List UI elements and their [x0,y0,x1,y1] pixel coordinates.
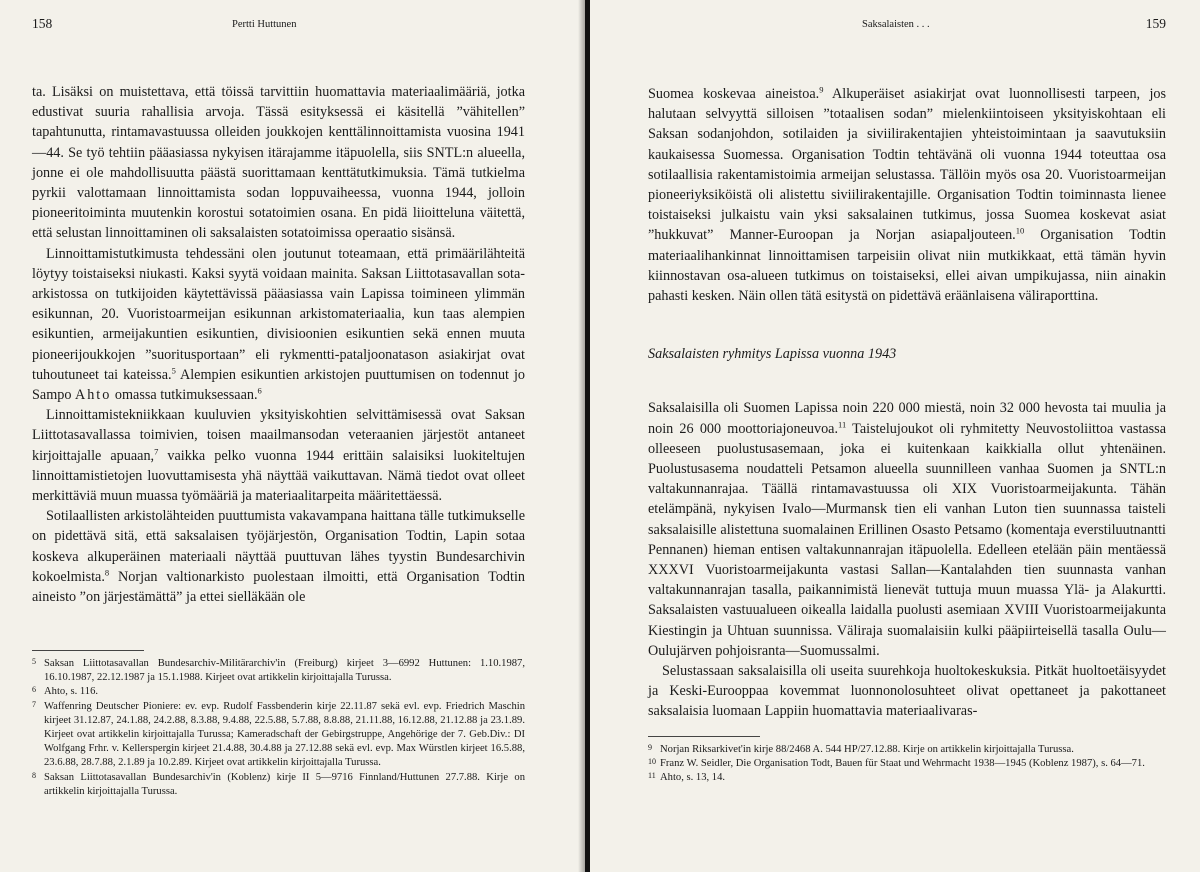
footnote [648,743,1166,757]
footnote-mark: 5 [32,657,36,666]
paragraph-text: Alempien esikuntien arkistojen puuttumisen on todennut jo Sampo [32,366,526,404]
footnote-mark: 8 [32,770,36,780]
right-page [590,0,1200,872]
footnote-ref: 6 [257,385,262,396]
footnote-text: Saksan Liittotasavallan Bundesarchiv'in (Koblenz) kirje II 5—9716 Finnland/Huttunen 27.7.88. Kirje on artikkelin kirjoittajalla Turussa. [44,771,525,797]
footnote-text: Ahto, s. 13, 14. [660,772,726,784]
footnotes-left [32,650,525,799]
running-header-left [32,14,525,42]
footnote [32,700,525,771]
running-head: Saksalaisten . . . [862,19,930,30]
paragraph-text: Alkuperäiset asiakirjat ovat luonnollisesti tarpeen, jos halutaan selvyyttä silloisen ”totaalisen sodan” mielenkiintoiseen yksityiskohtaan eli Saksan sodanjohdon, sotilaiden ja siviilirakentajien yhteistoimintaan ja saavutuksiin kaukaisessa Suomessa. Organisation Todtin tehtävänä oli vuonna 1944 toteuttaa osa sotilaallisia rakentamistoimia armeijan selustassa. Tällöin myös osa 20. Vuoristoarmeijan pioneeriyksiköistä oli alistettu siviilirakentajille. Organisation Todtin toiminnasta lienee toistaiseksi julkaistu vain yksi saksalainen tutkimus, jossa Suomea koskevat asiat ”hukkuvat” Manner-Euroopan ja Norjan asiapaljouteen. [648,86,1167,244]
page-number: 159 [1145,16,1166,31]
footnote [32,657,525,685]
footnote-text: Norjan Riksarkivet'in kirje 88/2468 A. 544 HP/27.12.88. Kirje on artikkelin kirjoittajalla Turussa. [660,744,1074,755]
paragraph-text: Organisation Todtin materiaalihankinnat linnoittamisen tarpeisiin olivat niin mutkikkaat, että tämän hyvin kiinnostavan osa-alueen tutkimus on toistaiseksi, ellei aivan umpikujassa, niin ainakin pahasti kesken. Näin ollen tätä esitystä on pidettävä eräänlaisena väliraporttina. [648,227,1166,305]
paragraph-text: Saksalaisilla oli Suomen Lapissa noin 220 000 miestä, noin 32 000 hevosta tai muulia ja noin 26 000 moottoriajoneuvoa. [648,400,1166,437]
body-text-left [32,82,525,607]
body-text-right [648,84,1166,722]
paragraph: ta. Lisäksi on muistettava, että töissä tarvittiin huomattavia materiaalimääriä, jotka edustivat suuria rahallisia arvoja. Tässä esityksessä ei käsitellä ”vähitellen” tapahtunutta, rintamavastuussa olleiden joukkojen kenttälinnoittamista vuosina 1941—44. Se työ tehtiin pääasiassa nykyisen itärajamme itäpuolella, siis SNTL:n alueella, jonne ei ole mahdollisuutta päästä suorittamaan kenttätutkimuksia. Tämä tutkielma pyrkii valottamaan linnoittamista sodan loppuvaiheessa, vuonna 1944, jolloin pioneeritoiminta muutenkin korostui sotatoimien osana. En pidä liioitteluna väitettä, että selustan linnoittaminen oli saksalaisten sotatoimissa operaatio sisänsä. [32,84,525,242]
footnote-ref: 7 [154,445,159,456]
running-header-right [648,14,1166,42]
footnote [32,771,525,799]
paragraph [648,398,1166,661]
paragraph-text: Sotilaallisten arkistolähteiden puuttumista vakavampana haittana tälle tutkimukselle on pidettävä sitä, että saksalaisen työjärjestön, Organisation Todtin, Lapin sotaa koskeva alkuperäinen materiaali näyttää puuttuvan lähes tyystin Bundesarchivin kokoelmista. [32,508,525,585]
paragraph [648,84,1166,306]
footnote-mark: 11 [648,771,656,781]
footnote-list [32,657,525,799]
paragraph-text: Norjan valtionarkisto puolestaan ilmoitti, että Organisation Todtin aineisto ”on järjestämättä” ja ettei sielläkään ole [32,568,525,606]
footnote [648,757,1166,771]
left-page [0,0,585,872]
footnote [32,685,525,699]
paragraph-text: Taistelujoukot oli ryhmitetty Neuvostoliittoa vastassa olleeseen puolustusasemaan, joka ei kuitenkaan kaikkialla ollut yhtenäinen. Puolustusasema noudatteli Petsamon alueella suunnilleen vanhaa Suomen ja SNTL:n valtakunnanrajaa. Täällä rintamavastuussa oli XIX Vuoristoarmeijakunta. Tähän etelämpänä, nykyisen Ivalo—Murmansk tien eli vanhan Luton tien suunnassa taisteli saksalaisille alistettuna suomalainen Erillinen Osasto Petsamo (komentaja everstiluutnantti Pennanen) hieman entisen valtakunnanrajan itäpuolella. Edelleen etelään päin mentäessä XXXVI Vuoristoarmeijakunta vastasi Sallan—Kantalahden tien suunnasta vanhan valtakunnanrajan tasalla, paikannimistä lienevät tuttuja muun muassa Ylä- ja Alakurtti. Saksalaisten vastuualueen oikealla laidalla puolusti asemiaan XVIII Vuoristoarmeijakunta Kiestingin ja Uhtuan suunnissa. Väliraja suomalaisiin kulki pääpiirteisellä tasalla Oulu—Oulujärven pohjoisranta—Suomussalmi. [648,420,1166,659]
footnote-mark: 10 [648,757,656,767]
running-head: Pertti Huttunen [232,19,297,30]
paragraph [32,506,525,607]
footnote-text: Saksan Liittotasavallan Bundesarchiv-Militärarchiv'in (Freiburg) kirjeet 3—6992 Huttunen: 1.10.1987, 16.10.1987, 22.12.1987 ja 15.1.1988. Kirjeet ovat artikkelin kirjoittajalla Turussa. [44,658,525,684]
footnote-list [648,743,1166,786]
footnote [648,771,1166,785]
paragraph [32,405,525,506]
footnote-ref: 10 [1015,225,1025,236]
paragraph-text: Suomea koskevaa aineistoa. [648,86,820,102]
footnote-rule [32,650,144,651]
footnote-ref: 11 [838,418,847,429]
author-name: Ahto [74,387,112,404]
paragraph-text: Linnoittamistekniikkaan kuuluvien yksityiskohtien selvittämisessä ovat Saksan Liittotasavallassa toimivien, toisen maailmansodan veteraanien järjestöt antaneet kirjoittajalle apuaan, [32,407,525,464]
footnote-ref: 5 [171,365,176,376]
page-number: 158 [32,16,53,31]
paragraph: Selustassaan saksalaisilla oli useita suurehkoja huoltokeskuksia. Pitkät huoltoetäisyydet ja Keski-Eurooppaa kovemmat luonnonolosuhteet olivat opettaneet ja pakottaneet saksalaisia luomaan Lappiin huomattavia materiaalivaras- [648,663,1166,720]
paragraph-text: vaikka pelko vuonna 1944 erittäin salaisiksi luokiteltujen linnoittamistietojen luovuttamisesta yhä näyttää vaikuttavan. Nämä tiedot ovat olleet merkittäviä muun muassa työmääriä ja materiaalitarpeita määritettäessä. [32,447,525,505]
footnote-ref: 8 [104,567,110,578]
footnotes-right [648,736,1166,786]
footnote-mark: 6 [32,685,36,695]
footnote-rule [648,736,760,737]
footnote-text: Waffenring Deutscher Pioniere: ev. evp. Rudolf Fassbenderin kirje 22.11.87 sekä evl. evp. Friedrich Maschin kirjeet 31.12.87, 24.1.88, 24.2.88, 8.3.88, 9.4.88, 22.5.88, 5.7.88, 8.8.88, 21.11.88, 16.12.88, 21.12.88 ja 23.1.89. Kirjeet ovat artikkelin kirjoittajalla Turussa; Kameradschaft der Gebirgstruppe, Angehörige der 7. Geb.Div.: DI Wolfgang Frhr. v. Kellerspergin kirjeet 21.4.88, 30.4.88 ja 27.12.88 sekä evl. evp. Max Würstlen kirjeet 16.5.88, 23.6.88, 28.7.88, 2.1.89 ja 10.2.89. Kirjeet ovat artikkelin kirjoittajalla Turussa. [44,700,525,769]
footnote-text: Franz W. Seidler, Die Organisation Todt, Bauen für Staat und Wehrmacht 1938—1945 (Koblenz 1987), s. 64—71. [660,758,1145,770]
footnote-ref: 9 [819,84,824,95]
paragraph-text: Linnoittamistutkimusta tehdessäni olen joutunut toteamaan, että primäärilähteitä löytyy toistaiseksi niukasti. Kaksi syytä voidaan mainita. Saksan Liittotasavallan sota-arkistossa on tutkijoiden käytettävissä pääasiassa vain Lapissa toimineen ylimmän esikunnan, 20. Vuoristoarmeijan esikunnan arkistomateriaalia, kun taas alempien esikuntien, armeijakuntien esikuntien, divisioonien esikuntien sekä ennen muuta pioneerijoukkojen ”suoritusportaan” eli rykmentti-pataljoonatason asiakirjat ovat tuhoutuneet tai kateissa. [32,245,525,383]
paragraph [32,244,525,406]
footnote-text: Ahto, s. 116. [44,686,99,698]
paragraph-text: omassa tutkimuksessaan. [111,387,258,404]
section-heading: Saksalaisten ryhmitys Lapissa vuonna 1943 [648,346,897,363]
footnote-mark: 9 [648,743,652,752]
footnote-mark: 7 [32,699,36,709]
